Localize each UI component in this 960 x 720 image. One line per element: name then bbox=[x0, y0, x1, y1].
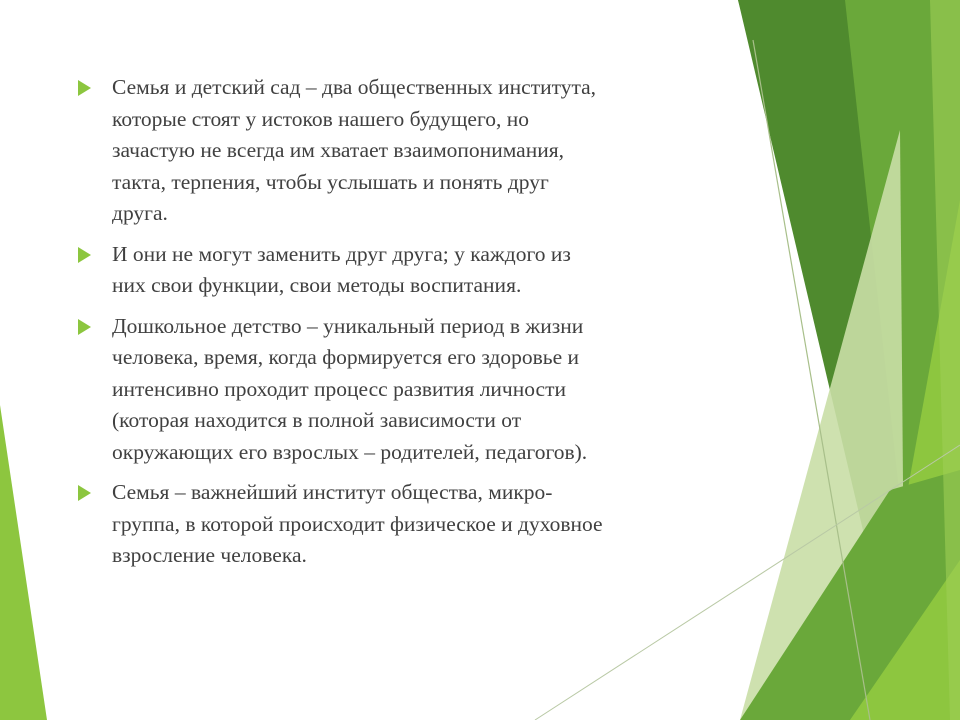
bullet-item bbox=[78, 239, 738, 302]
bullet-item bbox=[78, 477, 738, 572]
triangle-right-icon bbox=[78, 80, 91, 96]
bullet-text: Семья и детский сад – два общественных института, которые стоят у истоков нашего будущего, но зачастую не всегда им хватает взаимопонимания, такта, терпения, чтобы услышать и понять друг друга. bbox=[112, 75, 597, 225]
left-edge-shape bbox=[0, 405, 47, 720]
triangle-right-icon bbox=[78, 319, 91, 335]
bullet-item bbox=[78, 311, 738, 469]
triangle-right-icon bbox=[78, 247, 91, 263]
bullet-text: Семья – важнейший институт общества, микро- группа, в которой происходит физическое и духовное взросление человека. bbox=[112, 480, 603, 567]
triangle-right-icon bbox=[78, 485, 91, 501]
bullet-list bbox=[78, 72, 738, 581]
bullet-text: И они не могут заменить друг друга; у каждого из них свои функции, свои методы воспитания. bbox=[112, 241, 571, 297]
bullet-item bbox=[78, 72, 738, 230]
bullet-text: Дошкольное детство – уникальный период в жизни человека, время, когда формируется его здоровье и интенсивно проходит процесс развития личности (которая находится в полной зависимости от окружающих его взрослых – родителей, педагогов). bbox=[112, 313, 588, 464]
